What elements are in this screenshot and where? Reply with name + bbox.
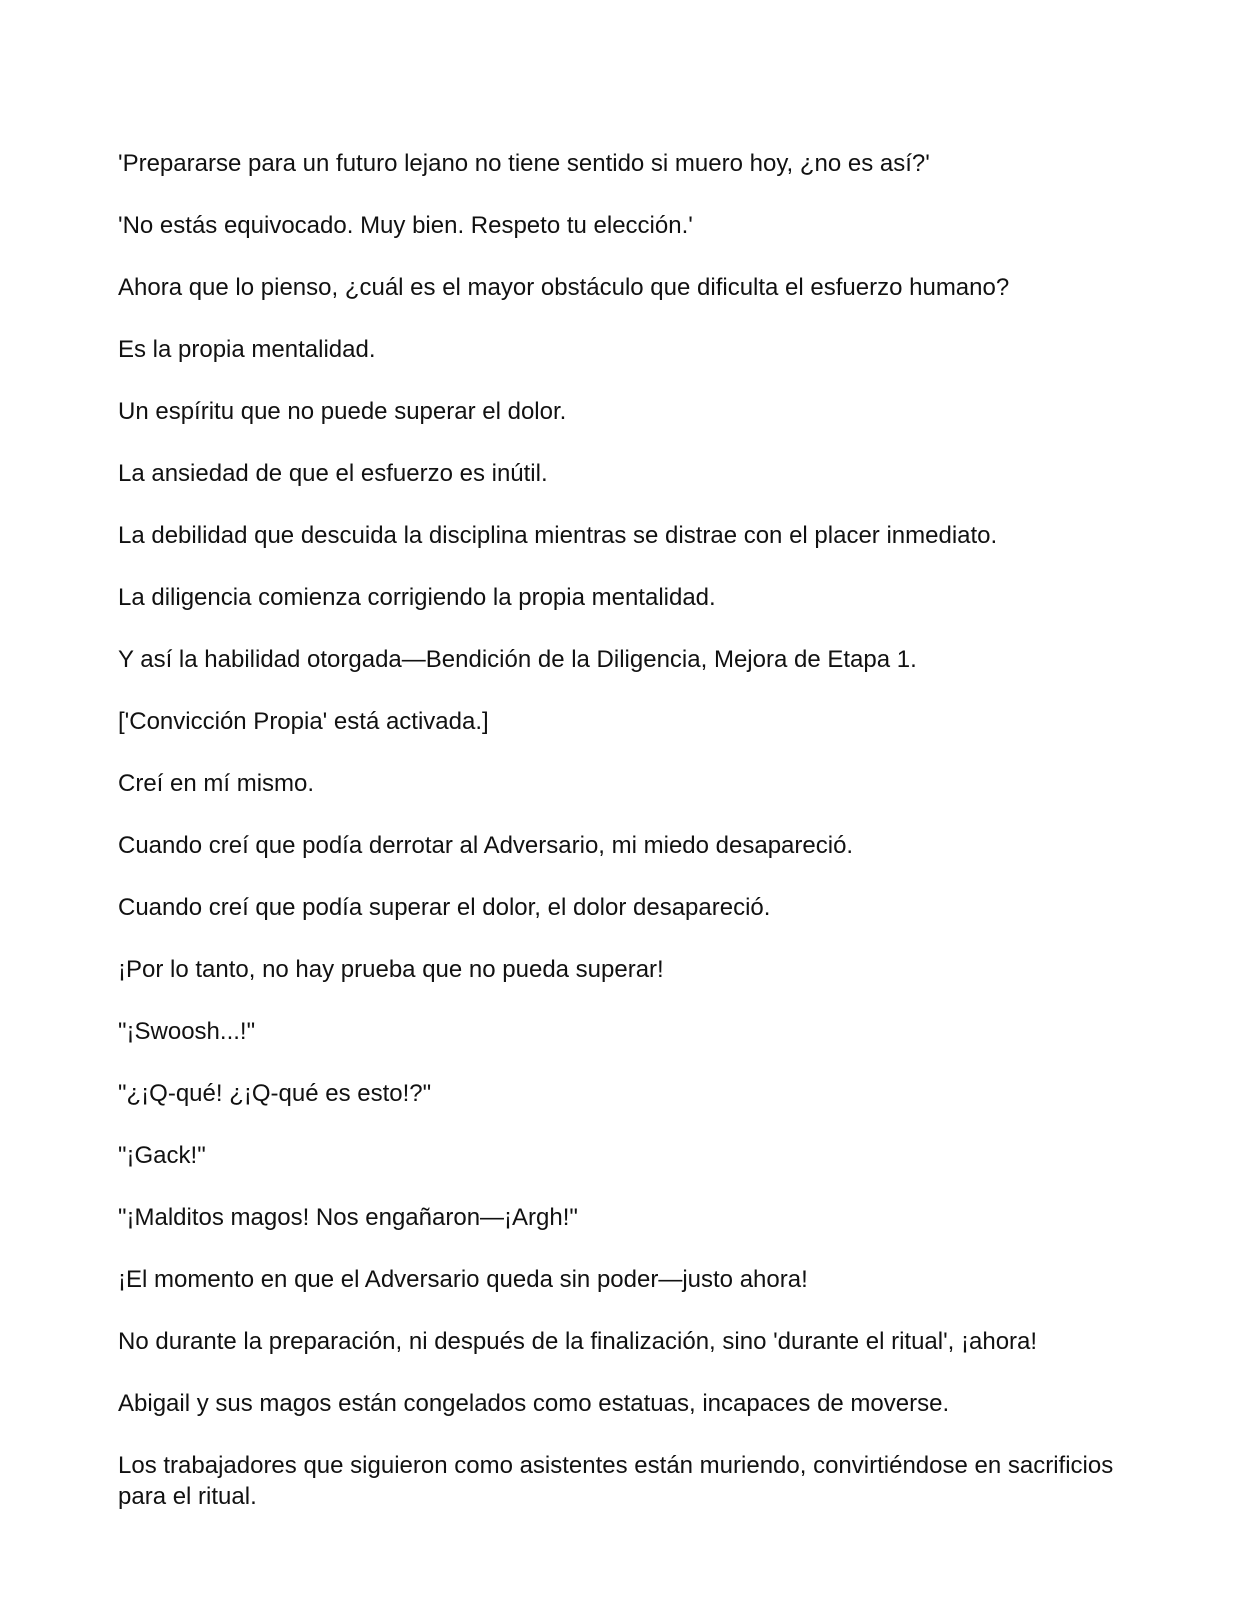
paragraph: Cuando creí que podía superar el dolor, el dolor desapareció. [118, 894, 771, 921]
paragraph: ['Convicción Propia' está activada.] [118, 708, 489, 735]
paragraph: "¿¡Q-qué! ¿¡Q-qué es esto!?" [118, 1080, 432, 1107]
paragraph: Ahora que lo pienso, ¿cuál es el mayor obstáculo que dificulta el esfuerzo humano? [118, 274, 1010, 301]
paragraph: Creí en mí mismo. [118, 770, 315, 797]
paragraph: Es la propia mentalidad. [118, 336, 376, 363]
paragraph: Abigail y sus magos están congelados como estatuas, incapaces de moverse. [118, 1390, 950, 1417]
paragraph: "¡Gack!" [118, 1142, 206, 1169]
paragraph: "¡Malditos magos! Nos engañaron—¡Argh!" [118, 1204, 578, 1231]
paragraph: ¡Por lo tanto, no hay prueba que no pueda superar! [118, 956, 664, 983]
paragraph: La debilidad que descuida la disciplina mientras se distrae con el placer inmediato. [118, 522, 998, 549]
paragraph: No durante la preparación, ni después de la finalización, sino 'durante el ritual', ¡ahora! [118, 1328, 1038, 1355]
paragraph: La ansiedad de que el esfuerzo es inútil. [118, 460, 548, 487]
paragraph: Y así la habilidad otorgada—Bendición de la Diligencia, Mejora de Etapa 1. [118, 646, 917, 673]
paragraph: ¡El momento en que el Adversario queda sin poder—justo ahora! [118, 1266, 808, 1293]
paragraph: Los trabajadores que siguieron como asistentes están muriendo, convirtiéndose en sacrificios para el ritual. [118, 1452, 1114, 1510]
paragraph: 'No estás equivocado. Muy bien. Respeto tu elección.' [118, 212, 693, 239]
paragraph: Un espíritu que no puede superar el dolor. [118, 398, 567, 425]
paragraph: 'Prepararse para un futuro lejano no tiene sentido si muero hoy, ¿no es así?' [118, 150, 930, 177]
document-body [118, 148, 1128, 1543]
paragraph: Cuando creí que podía derrotar al Adversario, mi miedo desapareció. [118, 832, 854, 859]
paragraph: "¡Swoosh...!" [118, 1018, 256, 1045]
paragraph: La diligencia comienza corrigiendo la propia mentalidad. [118, 584, 716, 611]
